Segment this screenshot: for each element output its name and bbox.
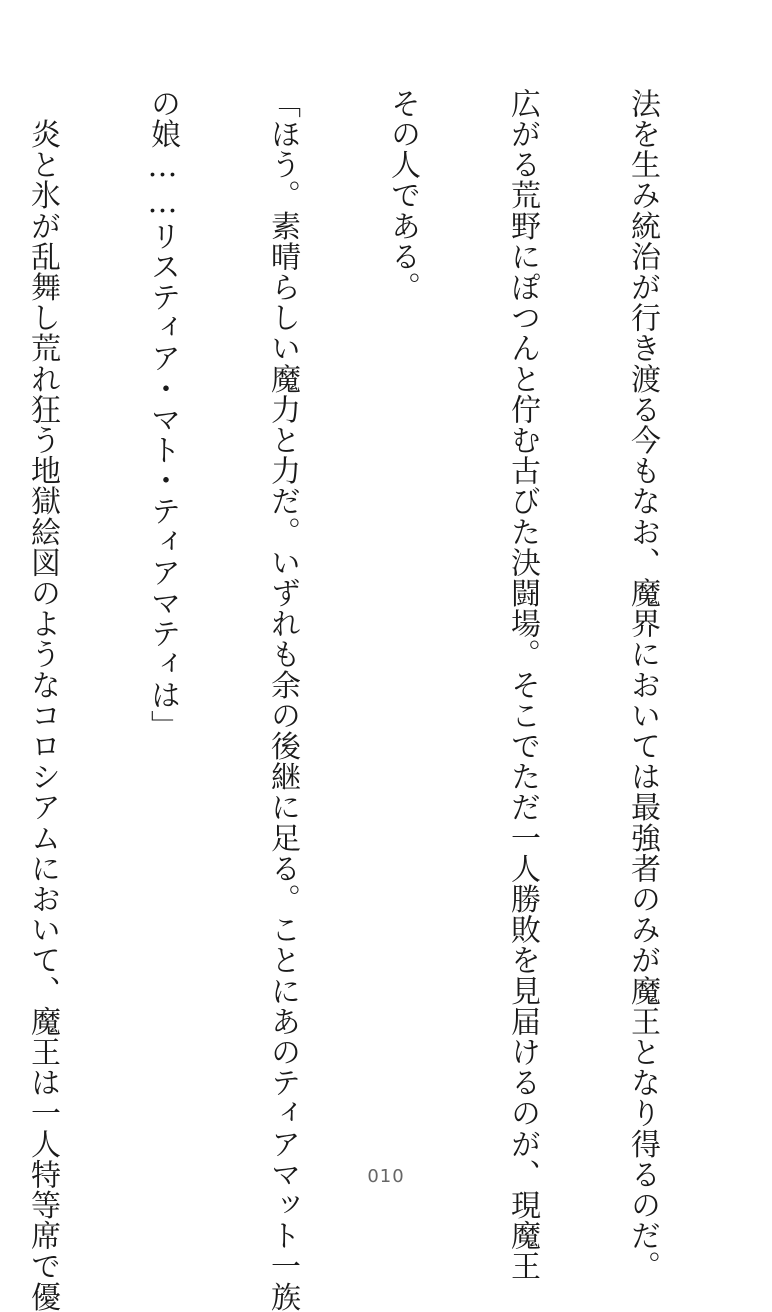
text-line-6: 炎と氷が乱舞し荒れ狂う地獄絵図のようなコロシアムにおいて、魔王は一人特等席で優 — [25, 88, 60, 1312]
text-line-5: の娘……リスティア・マト・ティアマティは」 — [145, 88, 180, 741]
text-line-2: 広がる荒野にぽつんと佇む古びた決闘場。そこでただ一人勝敗を見届けるのが、現魔王 — [505, 88, 540, 1282]
text-line-3: その人である。 — [385, 88, 420, 303]
text-line-1: 法を生み統治が行き渡る今もなお、魔界においては最強者のみが魔王となり得るのだ。 — [625, 88, 660, 1282]
page-number: 010 — [367, 1166, 405, 1187]
text-line-4: 「ほう。素晴らしい魔力と力だ。いずれも余の後継に足る。ことにあのティアマット一族 — [265, 88, 300, 1312]
